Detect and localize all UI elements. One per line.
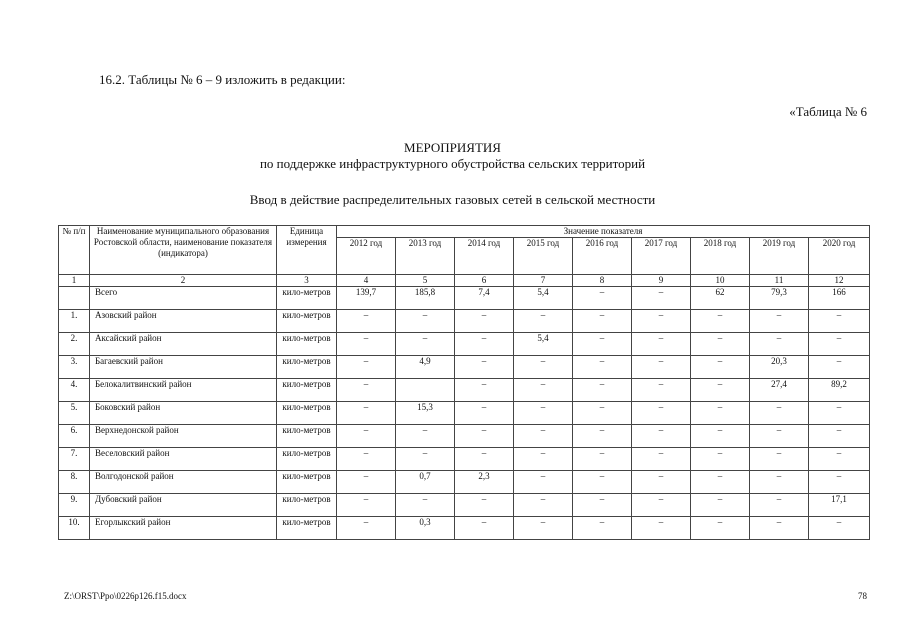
header-values-group: Значение показателя xyxy=(337,226,870,238)
row-value: – xyxy=(396,310,455,333)
row-value: – xyxy=(809,517,870,540)
indicator-table xyxy=(58,225,870,540)
row-value: – xyxy=(337,517,396,540)
table-row xyxy=(59,425,870,448)
header-unit: Единица измерения xyxy=(277,226,337,275)
row-value: 0,7 xyxy=(396,471,455,494)
row-value: – xyxy=(691,471,750,494)
row-value: – xyxy=(750,471,809,494)
row-value xyxy=(396,379,455,402)
row-value: – xyxy=(750,333,809,356)
row-value: – xyxy=(514,448,573,471)
row-value: – xyxy=(691,425,750,448)
row-value: 15,3 xyxy=(396,402,455,425)
row-value: – xyxy=(337,356,396,379)
column-number: 12 xyxy=(809,275,870,287)
row-value: – xyxy=(396,425,455,448)
row-value: – xyxy=(691,402,750,425)
row-unit: кило-метров xyxy=(277,517,337,540)
row-value: – xyxy=(455,333,514,356)
row-value: 27,4 xyxy=(750,379,809,402)
row-value: – xyxy=(337,448,396,471)
header-name: Наименование муниципального образования Ростовской области, наименование показателя (индикатора) xyxy=(90,226,277,275)
row-value: 185,8 xyxy=(396,287,455,310)
row-num: 2. xyxy=(59,333,90,356)
row-value: – xyxy=(809,425,870,448)
table-row xyxy=(59,471,870,494)
table-row xyxy=(59,287,870,310)
row-value: – xyxy=(632,310,691,333)
row-name: Верхнедонской район xyxy=(90,425,277,448)
row-value: – xyxy=(809,471,870,494)
row-num: 3. xyxy=(59,356,90,379)
row-value: – xyxy=(337,425,396,448)
document-title: МЕРОПРИЯТИЯ xyxy=(404,140,501,155)
row-value: 79,3 xyxy=(750,287,809,310)
row-value: – xyxy=(573,310,632,333)
row-value: – xyxy=(573,356,632,379)
row-value: 139,7 xyxy=(337,287,396,310)
row-unit: кило-метров xyxy=(277,310,337,333)
row-name: Всего xyxy=(90,287,277,310)
row-value: – xyxy=(573,379,632,402)
header-year: 2020 год xyxy=(809,238,870,275)
column-number: 3 xyxy=(277,275,337,287)
row-value: – xyxy=(337,310,396,333)
row-value: – xyxy=(750,448,809,471)
row-num: 1. xyxy=(59,310,90,333)
header-year: 2018 год xyxy=(691,238,750,275)
footer-page-number: 78 xyxy=(858,591,867,601)
row-value: – xyxy=(337,333,396,356)
row-value: – xyxy=(337,471,396,494)
row-value: – xyxy=(809,310,870,333)
table-row xyxy=(59,494,870,517)
table-row xyxy=(59,517,870,540)
header-year: 2014 год xyxy=(455,238,514,275)
row-value: – xyxy=(455,310,514,333)
row-value: – xyxy=(691,379,750,402)
column-number: 10 xyxy=(691,275,750,287)
row-name: Егорлыкский район xyxy=(90,517,277,540)
row-value: – xyxy=(573,402,632,425)
row-value: – xyxy=(514,471,573,494)
table-row xyxy=(59,402,870,425)
row-value: – xyxy=(455,425,514,448)
row-value: – xyxy=(514,379,573,402)
header-year: 2017 год xyxy=(632,238,691,275)
table-subheading: Ввод в действие распределительных газовых сетей в сельской местности xyxy=(249,192,656,207)
row-value: – xyxy=(750,310,809,333)
row-unit: кило-метров xyxy=(277,425,337,448)
table-row xyxy=(59,333,870,356)
row-value: – xyxy=(809,448,870,471)
column-number: 5 xyxy=(396,275,455,287)
header-year: 2012 год xyxy=(337,238,396,275)
table-row xyxy=(59,310,870,333)
intro-text: 16.2. Таблицы № 6 – 9 изложить в редакции: xyxy=(99,72,346,87)
row-name: Азовский район xyxy=(90,310,277,333)
row-value: – xyxy=(691,448,750,471)
row-value: – xyxy=(809,333,870,356)
row-value: 62 xyxy=(691,287,750,310)
table-reference: «Таблица № 6 xyxy=(789,104,867,119)
row-num: 8. xyxy=(59,471,90,494)
row-value: 166 xyxy=(809,287,870,310)
row-value: – xyxy=(396,333,455,356)
header-year: 2015 год xyxy=(514,238,573,275)
row-value: – xyxy=(632,356,691,379)
column-number: 11 xyxy=(750,275,809,287)
row-value: – xyxy=(573,448,632,471)
row-value: – xyxy=(809,356,870,379)
row-value: – xyxy=(750,425,809,448)
row-value: 17,1 xyxy=(809,494,870,517)
row-unit: кило-метров xyxy=(277,402,337,425)
row-unit: кило-метров xyxy=(277,494,337,517)
table-row xyxy=(59,379,870,402)
row-name: Боковский район xyxy=(90,402,277,425)
row-value: – xyxy=(337,379,396,402)
row-value: – xyxy=(632,517,691,540)
footer-file-path: Z:\ORST\Ppo\0226p126.f15.docx xyxy=(64,591,187,601)
table-row xyxy=(59,448,870,471)
row-unit: кило-метров xyxy=(277,333,337,356)
row-value: 20,3 xyxy=(750,356,809,379)
row-value: – xyxy=(632,471,691,494)
row-value: 4,9 xyxy=(396,356,455,379)
header-year: 2013 год xyxy=(396,238,455,275)
row-value: – xyxy=(632,425,691,448)
column-number: 8 xyxy=(573,275,632,287)
row-value: – xyxy=(514,402,573,425)
row-value: – xyxy=(455,356,514,379)
row-value: – xyxy=(632,287,691,310)
row-value: – xyxy=(632,333,691,356)
column-number: 7 xyxy=(514,275,573,287)
row-value: – xyxy=(455,379,514,402)
column-number: 2 xyxy=(90,275,277,287)
row-name: Волгодонской район xyxy=(90,471,277,494)
column-number: 4 xyxy=(337,275,396,287)
row-name: Дубовский район xyxy=(90,494,277,517)
header-num: № п/п xyxy=(59,226,90,275)
table-row xyxy=(59,356,870,379)
row-value: – xyxy=(337,494,396,517)
row-name: Веселовский район xyxy=(90,448,277,471)
row-value: – xyxy=(632,448,691,471)
row-value: – xyxy=(691,356,750,379)
row-value: 5,4 xyxy=(514,333,573,356)
document-subtitle: по поддержке инфраструктурного обустройства сельских территорий xyxy=(259,156,646,171)
row-value: – xyxy=(337,402,396,425)
row-value: 2,3 xyxy=(455,471,514,494)
row-value: 0,3 xyxy=(396,517,455,540)
header-year: 2019 год xyxy=(750,238,809,275)
row-value: – xyxy=(691,517,750,540)
header-year: 2016 год xyxy=(573,238,632,275)
row-value: – xyxy=(632,402,691,425)
row-unit: кило-метров xyxy=(277,356,337,379)
column-number: 6 xyxy=(455,275,514,287)
row-value: – xyxy=(750,517,809,540)
row-value: – xyxy=(396,494,455,517)
row-value: – xyxy=(632,494,691,517)
row-unit: кило-метров xyxy=(277,471,337,494)
row-num xyxy=(59,287,90,310)
row-name: Аксайский район xyxy=(90,333,277,356)
row-value: 7,4 xyxy=(455,287,514,310)
row-value: – xyxy=(573,333,632,356)
row-value: – xyxy=(573,471,632,494)
row-value: – xyxy=(514,494,573,517)
row-value: – xyxy=(750,494,809,517)
row-value: 89,2 xyxy=(809,379,870,402)
row-value: 5,4 xyxy=(514,287,573,310)
row-value: – xyxy=(750,402,809,425)
row-num: 6. xyxy=(59,425,90,448)
row-value: – xyxy=(455,402,514,425)
row-value: – xyxy=(573,494,632,517)
row-name: Белокалитвинский район xyxy=(90,379,277,402)
row-value: – xyxy=(691,494,750,517)
row-unit: кило-метров xyxy=(277,448,337,471)
row-num: 7. xyxy=(59,448,90,471)
row-unit: кило-метров xyxy=(277,379,337,402)
row-num: 5. xyxy=(59,402,90,425)
row-value: – xyxy=(691,310,750,333)
row-value: – xyxy=(455,517,514,540)
row-num: 4. xyxy=(59,379,90,402)
row-value: – xyxy=(691,333,750,356)
row-value: – xyxy=(514,425,573,448)
row-value: – xyxy=(809,402,870,425)
row-value: – xyxy=(514,310,573,333)
column-number: 1 xyxy=(59,275,90,287)
row-unit: кило-метров xyxy=(277,287,337,310)
row-value: – xyxy=(514,356,573,379)
row-value: – xyxy=(573,517,632,540)
row-value: – xyxy=(632,379,691,402)
row-value: – xyxy=(396,448,455,471)
row-value: – xyxy=(573,425,632,448)
row-value: – xyxy=(514,517,573,540)
row-value: – xyxy=(573,287,632,310)
column-number: 9 xyxy=(632,275,691,287)
row-value: – xyxy=(455,494,514,517)
row-num: 10. xyxy=(59,517,90,540)
row-name: Багаевский район xyxy=(90,356,277,379)
row-num: 9. xyxy=(59,494,90,517)
row-value: – xyxy=(455,448,514,471)
